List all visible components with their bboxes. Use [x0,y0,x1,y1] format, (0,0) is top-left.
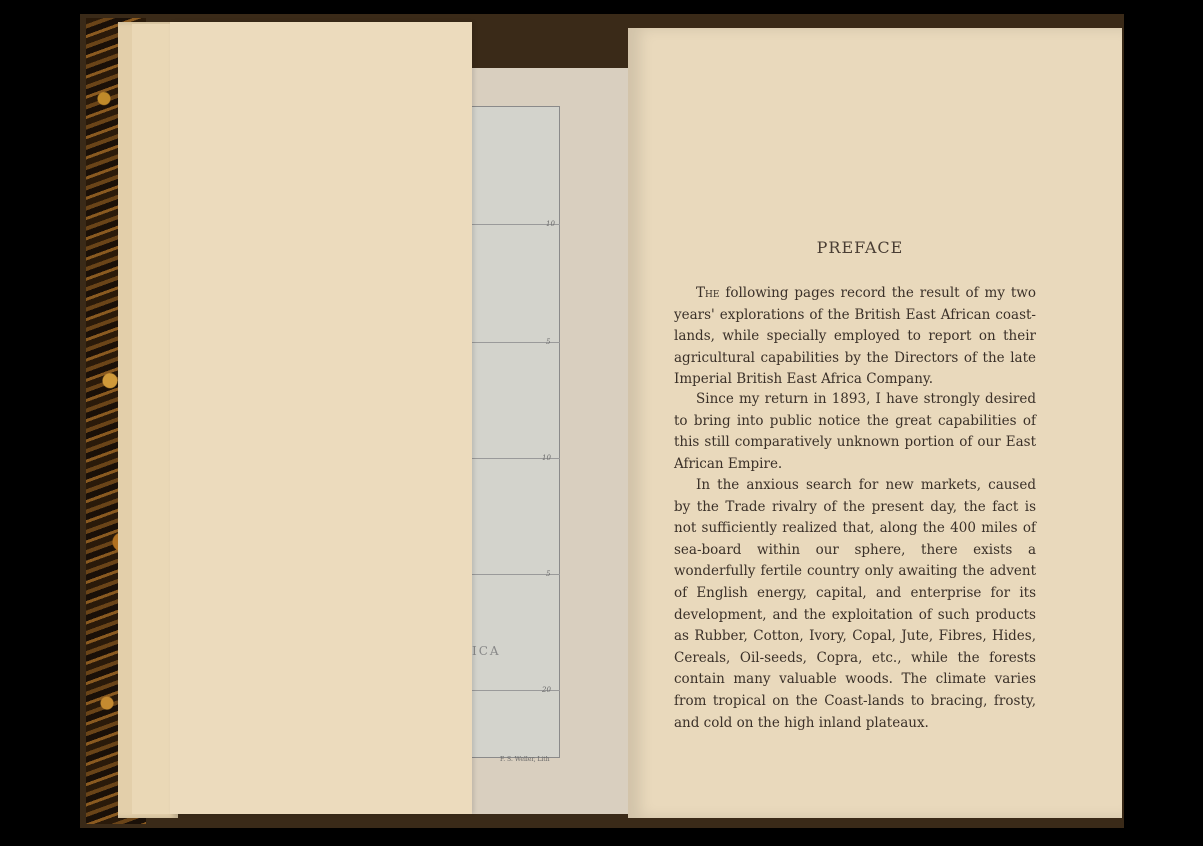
page-title: PREFACE [816,238,904,257]
map-lat-label: 10 [542,454,551,462]
map-lat-label: 20 [542,686,551,694]
map-region-fragment: ICA [472,644,501,658]
drop-word: The [696,285,720,301]
map-lat-label: 5 [546,338,551,346]
paragraph-text: following pages record the result of my two years' explorations of the British East African coast-lands, while specially employed to report on their agricultural capabilities by the Directors of the late Imperial British East Africa Company. [674,285,1036,388]
map-engraver-credit: F. S. Weller, Lith [500,756,550,763]
map-lat-label: 5 [546,570,551,578]
preface-paragraph-1 [674,283,1036,391]
map-frame [470,106,560,758]
map-lat-label: 10 [546,220,555,228]
preface-paragraph-3: In the anxious search for new markets, caused by the Trade rivalry of the present day, the fact is not sufficiently realized that, along the 400 miles of sea-board within our sphere, there exists a wonderfully fertile country only awaiting the advent of English energy, capital, and enterprise for its development, and the exploitation of such products as Rubber, Cotton, Ivory, Copal, Jute, Fibres, Hides, Cereals, Oil-seeds, Copra, etc., while the forests contain many valuable woods. The climate varies from tropical on the Coast-lands to bracing, frosty, and cold on the high inland plateaux. [674,477,1036,731]
blank-leaf [170,22,472,814]
preface-paragraph-2: Since my return in 1893, I have strongly desired to bring into public notice the great capabilities of this still comparatively unknown portion of our East African Empire. [674,391,1036,472]
